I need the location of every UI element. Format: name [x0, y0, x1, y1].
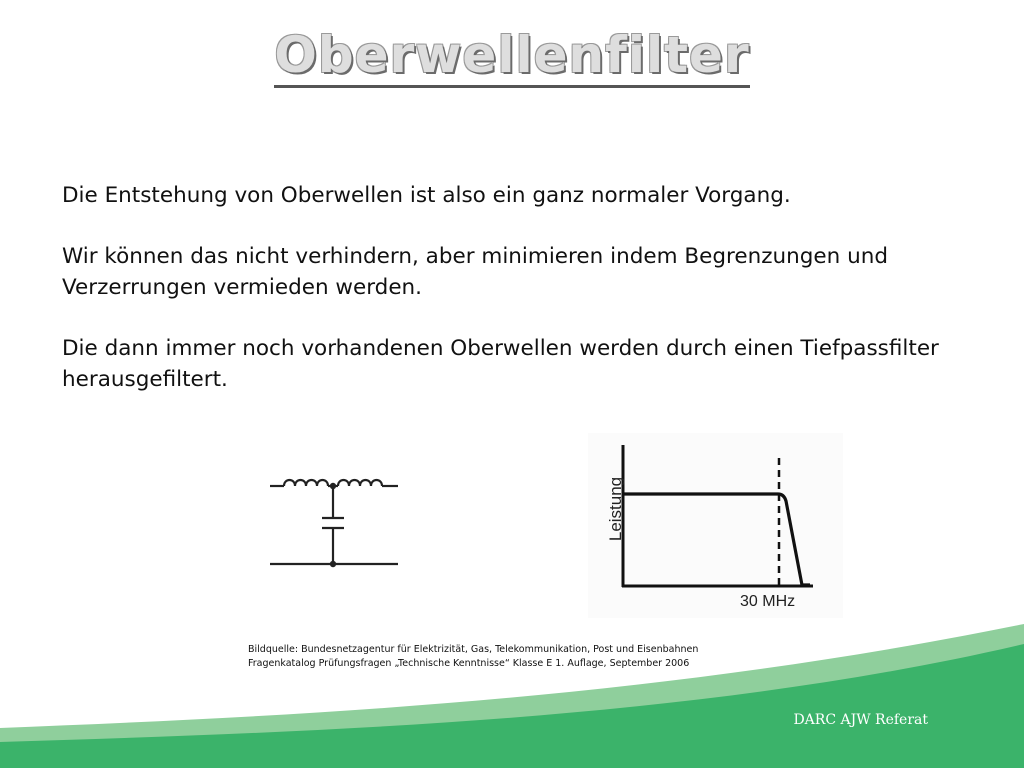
green-wave-decoration	[0, 600, 1024, 768]
paragraph-1: Die Entstehung von Oberwellen ist also ein ganz normaler Vorgang.	[62, 183, 791, 208]
body-text	[62, 180, 982, 425]
lowpass-circuit-diagram	[262, 466, 407, 576]
junction-dot-top	[330, 483, 336, 489]
x-axis-label: 30 MHz	[740, 593, 796, 610]
source-line-1: Bildquelle: Bundesnetzagentur für Elektrizität, Gas, Telekommunikation, Post und Eisenbahnen	[248, 644, 699, 655]
y-axis-label: Leistung	[606, 476, 625, 542]
source-line-2: Fragenkatalog Prüfungsfragen „Technische Kenntnisse“ Klasse E 1. Auflage, September 2006	[248, 658, 690, 669]
junction-dot-bottom	[330, 561, 336, 567]
slide-title: Oberwellenfilter	[0, 26, 1024, 84]
footer-label: DARC AJW Referat	[793, 712, 928, 728]
paragraph-3: Die dann immer noch vorhandenen Oberwellen werden durch einen Tiefpassfilter herausgefiltert.	[62, 336, 939, 392]
inductor-right	[338, 480, 382, 486]
inductor-left	[284, 480, 328, 486]
frequency-response-graph	[588, 433, 843, 618]
paragraph-2: Wir können das nicht verhindern, aber minimieren indem Begrenzungen und Verzerrungen vermieden werden.	[62, 244, 888, 300]
power-curve	[623, 494, 810, 585]
